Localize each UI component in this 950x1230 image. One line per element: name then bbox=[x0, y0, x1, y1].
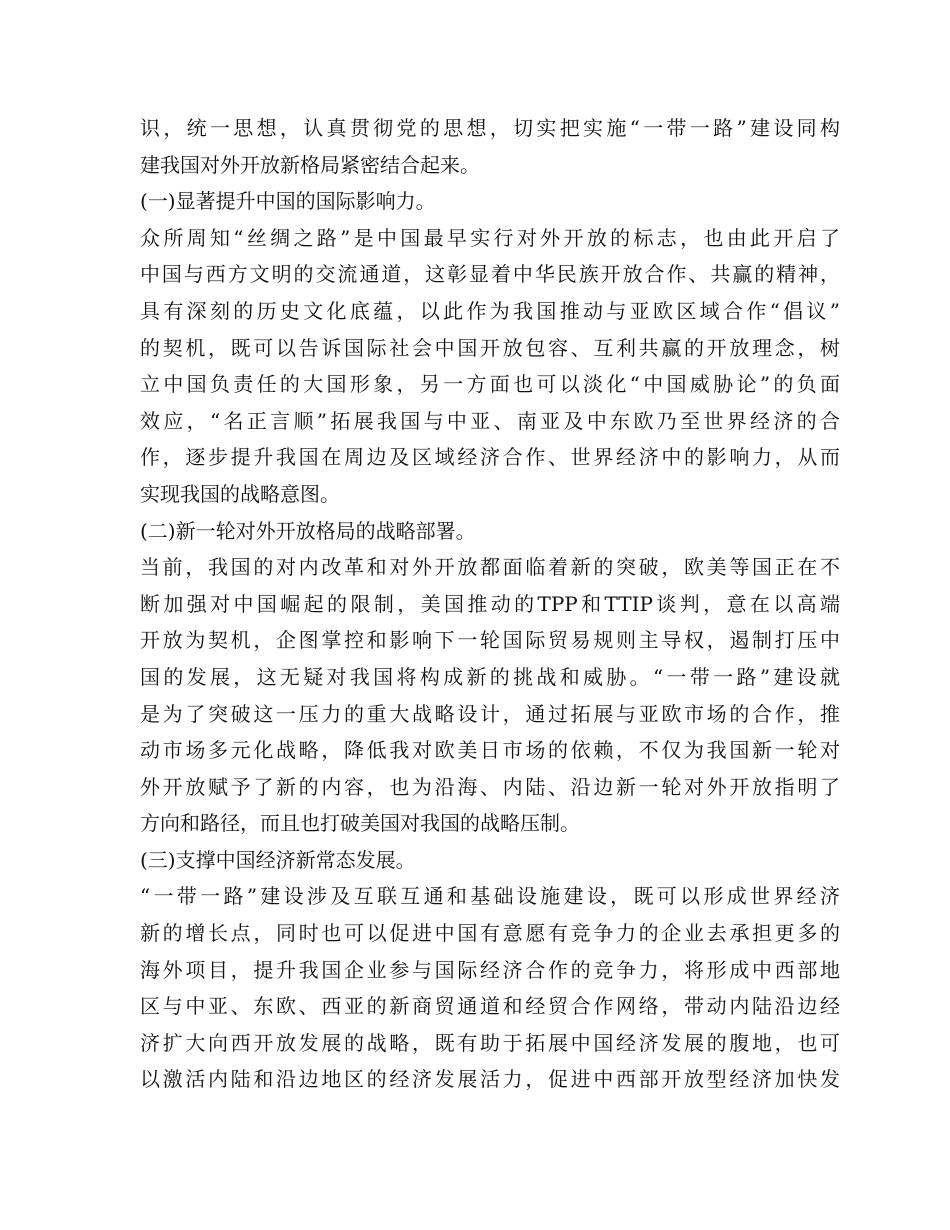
body-text bbox=[140, 110, 840, 1098]
text-line: “一带一路”建设涉及互联互通和基础设施建设，既可以形成世界经济 bbox=[140, 884, 840, 909]
text-line: 立中国负责任的大国形象，另一方面也可以淡化“中国威胁论”的负面 bbox=[140, 372, 840, 397]
text-line: 断加强对中国崛起的限制，美国推动的TPP和TTIP谈判，意在以高端 bbox=[140, 591, 840, 616]
text-line: 外开放赋予了新的内容，也为沿海、内陆、沿边新一轮对外开放指明了 bbox=[140, 774, 840, 799]
text-line: 效应，“名正言顺”拓展我国与中亚、南亚及中东欧乃至世界经济的合 bbox=[140, 408, 840, 433]
section-heading: (二)新一轮对外开放格局的战略部署。 bbox=[140, 518, 476, 543]
text-line: 国的发展，这无疑对我国将构成新的挑战和威胁。“一带一路”建设就 bbox=[140, 664, 840, 689]
text-line: 的契机，既可以告诉国际社会中国开放包容、互利共赢的开放理念，树 bbox=[140, 335, 840, 360]
text-line: 具有深刻的历史文化底蕴，以此作为我国推动与亚欧区域合作“倡议” bbox=[140, 298, 840, 323]
text-line: 以激活内陆和沿边地区的经济发展活力，促进中西部开放型经济加快发 bbox=[140, 1067, 840, 1092]
text-line: 新的增长点，同时也可以促进中国有意愿有竞争力的企业去承担更多的 bbox=[140, 921, 840, 946]
text-line: 作，逐步提升我国在周边及区域经济合作、世界经济中的影响力，从而 bbox=[140, 445, 840, 470]
text-line: 海外项目，提升我国企业参与国际经济合作的竞争力，将形成中西部地 bbox=[140, 957, 840, 982]
text-line: 开放为契机，企图掌控和影响下一轮国际贸易规则主导权，遏制打压中 bbox=[140, 628, 840, 653]
text-line: 实现我国的战略意图。 bbox=[140, 481, 340, 506]
text-line: 是为了突破这一压力的重大战略设计，通过拓展与亚欧市场的合作，推 bbox=[140, 701, 840, 726]
text-line: 众所周知“丝绸之路”是中国最早实行对外开放的标志，也由此开启了 bbox=[140, 225, 840, 250]
text-line: 当前，我国的对内改革和对外开放都面临着新的突破，欧美等国正在不 bbox=[140, 555, 840, 580]
text-line: 济扩大向西开放发展的战略，既有助于拓展中国经济发展的腹地，也可 bbox=[140, 1030, 840, 1055]
text-line: 区与中亚、东欧、西亚的新商贸通道和经贸合作网络，带动内陆沿边经 bbox=[140, 994, 840, 1019]
section-heading: (三)支撑中国经济新常态发展。 bbox=[140, 847, 416, 872]
section-heading: (一)显著提升中国的国际影响力。 bbox=[140, 189, 436, 214]
text-line: 识，统一思想，认真贯彻党的思想，切实把实施“一带一路”建设同构 bbox=[140, 116, 840, 140]
text-line: 方向和路径，而且也打破美国对我国的战略压制。 bbox=[140, 811, 580, 836]
text-line: 中国与西方文明的交流通道，这彰显着中华民族开放合作、共赢的精神， bbox=[140, 262, 840, 287]
text-line: 建我国对外开放新格局紧密结合起来。 bbox=[140, 152, 480, 177]
text-line: 动市场多元化战略，降低我对欧美日市场的依赖，不仅为我国新一轮对 bbox=[140, 738, 840, 763]
